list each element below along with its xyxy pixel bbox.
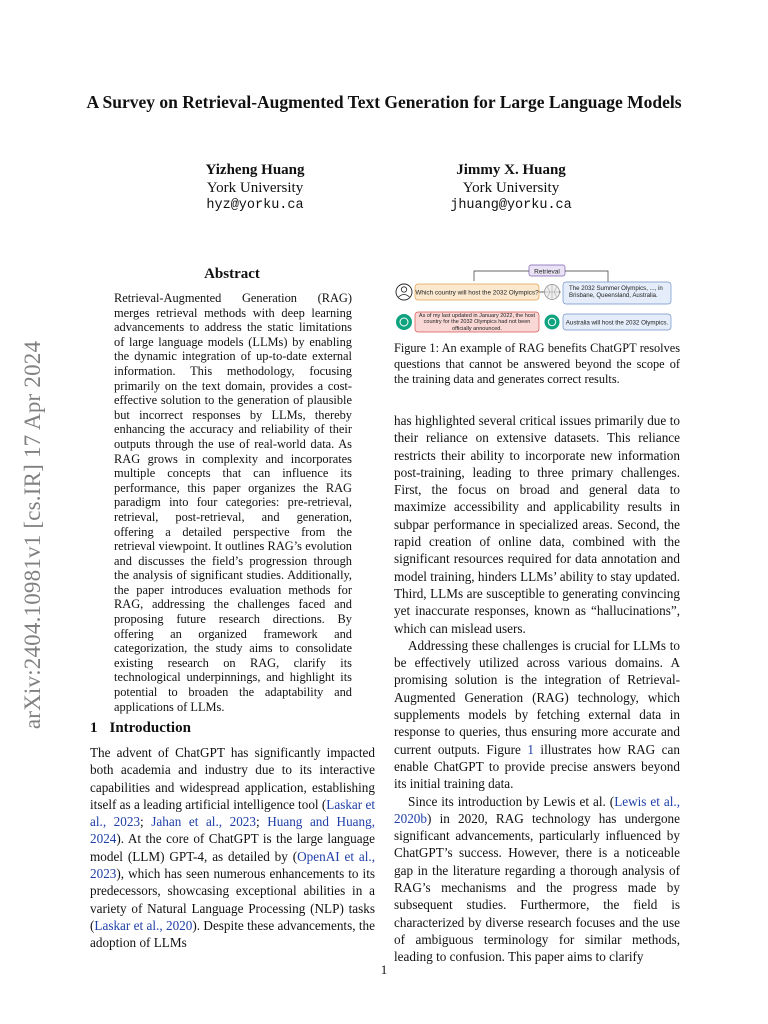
abstract-body: Retrieval-Augmented Generation (RAG) merges retrieval methods with deep learning advancements to address the static limitations of large language models (LLMs) by enabling the dynamic integration of up-to-date external information. This methodology, focusing primarily on the text domain, provides a cost-effective solution to the generation of plausible but incorrect responses by LLMs, thereby enhancing the accuracy and reliability of their outputs through the use of real-world data. As RAG grows in complexity and incorporates multiple concepts that can influence its performance, this paper organizes the RAG paradigm into four categories: pre-retrieval, retrieval, post-retrieval, and generation, offering a detailed perspective from the retrieval viewpoint. It outlines RAG’s evolution and discusses the field’s progression through the analysis of significant studies. Additionally, the paper introduces evaluation methods for RAG, addressing the challenges faced and proposing future research directions. By offering an organized framework and categorization, the study aims to consolidate existing research on RAG, clarify its technological underpinnings, and highlight its potential to broaden the adaptability and applications of LLMs.	[114, 291, 352, 714]
citation-link[interactable]: Laskar et al., 2023	[90, 796, 375, 830]
original-answer-text: As of my last updated in January 2022, the host country for the 2032 Olympics had not been officially announced.	[418, 313, 536, 332]
intro-paragraph-4	[394, 793, 680, 966]
retrieval-label: Retrieval	[534, 268, 560, 276]
text-run: Addressing these challenges is crucial for LLMs to be effectively utilized across various domains. A promising solution is the integration of Retrieval-Augmented Generation (RAG) technology, which supplements models by fetching external data in response to queries, thus ensuring more accurate and current outputs. Figure	[394, 637, 680, 757]
author-1	[125, 161, 385, 215]
intro-right-column	[394, 412, 680, 966]
retrieved-text-container	[565, 283, 669, 303]
section-number: 1	[90, 720, 98, 736]
text-run: ;	[256, 814, 268, 830]
section-title: Introduction	[109, 720, 191, 736]
citation-link[interactable]: Huang and Huang, 2024	[90, 814, 376, 847]
author-1-affiliation: York University	[206, 180, 304, 196]
intro-paragraph-1	[90, 744, 375, 952]
author-2	[381, 161, 641, 215]
text-run: ) in 2020, RAG technology has undergone significant advancements, particularly influenced by ChatGPT’s success. However, there is a noticeable gap in the literature regarding a thorough analysis of RAG’s mechanisms and the progress made by subsequent studies. Furthermore, the field is characterized by diverse research focuses and the use of ambiguous terminology for similar methods, leading to confusion. This paper aims to clarify	[394, 810, 680, 965]
text-run: ). At the core of ChatGPT is the large language model (LLM) GPT-4, as detailed by (	[90, 831, 375, 864]
original-answer-container	[417, 313, 537, 332]
section-heading-introduction	[90, 720, 191, 737]
figure-reference-link[interactable]: 1	[527, 741, 534, 757]
text-run: ;	[140, 814, 152, 830]
text-run: The advent of ChatGPT has significantly impacted both academia and industry due to its interactive capabilities and widespread application, establishing itself as a leading artificial intelligence tool (	[90, 745, 375, 812]
citation-link[interactable]: Lewis et al., 2020b	[394, 793, 680, 826]
intro-paragraph-2: has highlighted several critical issues primarily due to their reliance on extensive datasets. This reliance restricts their ability to incorporate new information post-training, leading to three primary challenges. First, the focus on broad and general data to maximize accessibility and applicability results in subpar performance in specialized areas. Second, the rapid creation of online data, combined with the significant resources required for data annotation and model training, hinders LLMs’ ability to stay updated. Third, LLMs are susceptible to generating convincing yet inaccurate responses, known as “hallucinations”, which can mislead users.	[394, 413, 680, 636]
text-run: illustrates how RAG can enable ChatGPT to provide precise answers beyond its initial training data.	[394, 741, 680, 792]
rag-example-diagram	[393, 262, 681, 338]
arxiv-stamp-text: arXiv:2404.10981v1 [cs.IR] 17 Apr 2024	[20, 340, 45, 730]
text-run: ), which has seen numerous enhancements to its predecessors, showcasing exceptional abilities in a variety of Natural Language Processing (NLP) tasks (	[90, 866, 375, 933]
citation-link[interactable]: OpenAI et al., 2023	[90, 848, 376, 882]
citation-link[interactable]: Laskar et al., 2020	[94, 917, 193, 933]
arxiv-stamp	[18, 325, 48, 745]
intro-paragraph-3	[394, 637, 680, 793]
chatgpt-logo-icon	[396, 314, 412, 330]
intro-left-column	[90, 744, 375, 952]
retrieved-text: The 2032 Summer Olympics, ..., in Brisbane, Queensland, Australia.	[569, 285, 663, 300]
abstract-heading: Abstract	[204, 266, 260, 282]
page-number: 1	[380, 962, 388, 977]
chatgpt-logo-icon	[545, 315, 560, 330]
author-1-email[interactable]: hyz@yorku.ca	[206, 198, 304, 213]
figure-1-caption: Figure 1: An example of RAG benefits ChatGPT resolves questions that cannot be answered beyond the scope of the training data and generates correct results.	[394, 341, 680, 387]
author-2-email[interactable]: jhuang@yorku.ca	[450, 198, 572, 213]
figure-1-diagram	[393, 262, 681, 338]
author-2-affiliation: York University	[462, 180, 560, 196]
author-2-name: Jimmy X. Huang	[456, 162, 566, 178]
paper-title: A Survey on Retrieval-Augmented Text Generation for Large Language Models	[86, 92, 682, 112]
question-text: Which country will host the 2032 Olympics?	[415, 289, 539, 297]
citation-link[interactable]: Jahan et al., 2023	[151, 814, 256, 830]
text-run: ). Despite these advancements, the adoption of LLMs	[90, 917, 375, 951]
rag-answer-text: Australia will host the 2032 Olympics.	[565, 319, 669, 327]
author-1-name: Yizheng Huang	[205, 162, 305, 178]
text-run: Since its introduction by Lewis et al. (	[408, 793, 615, 809]
